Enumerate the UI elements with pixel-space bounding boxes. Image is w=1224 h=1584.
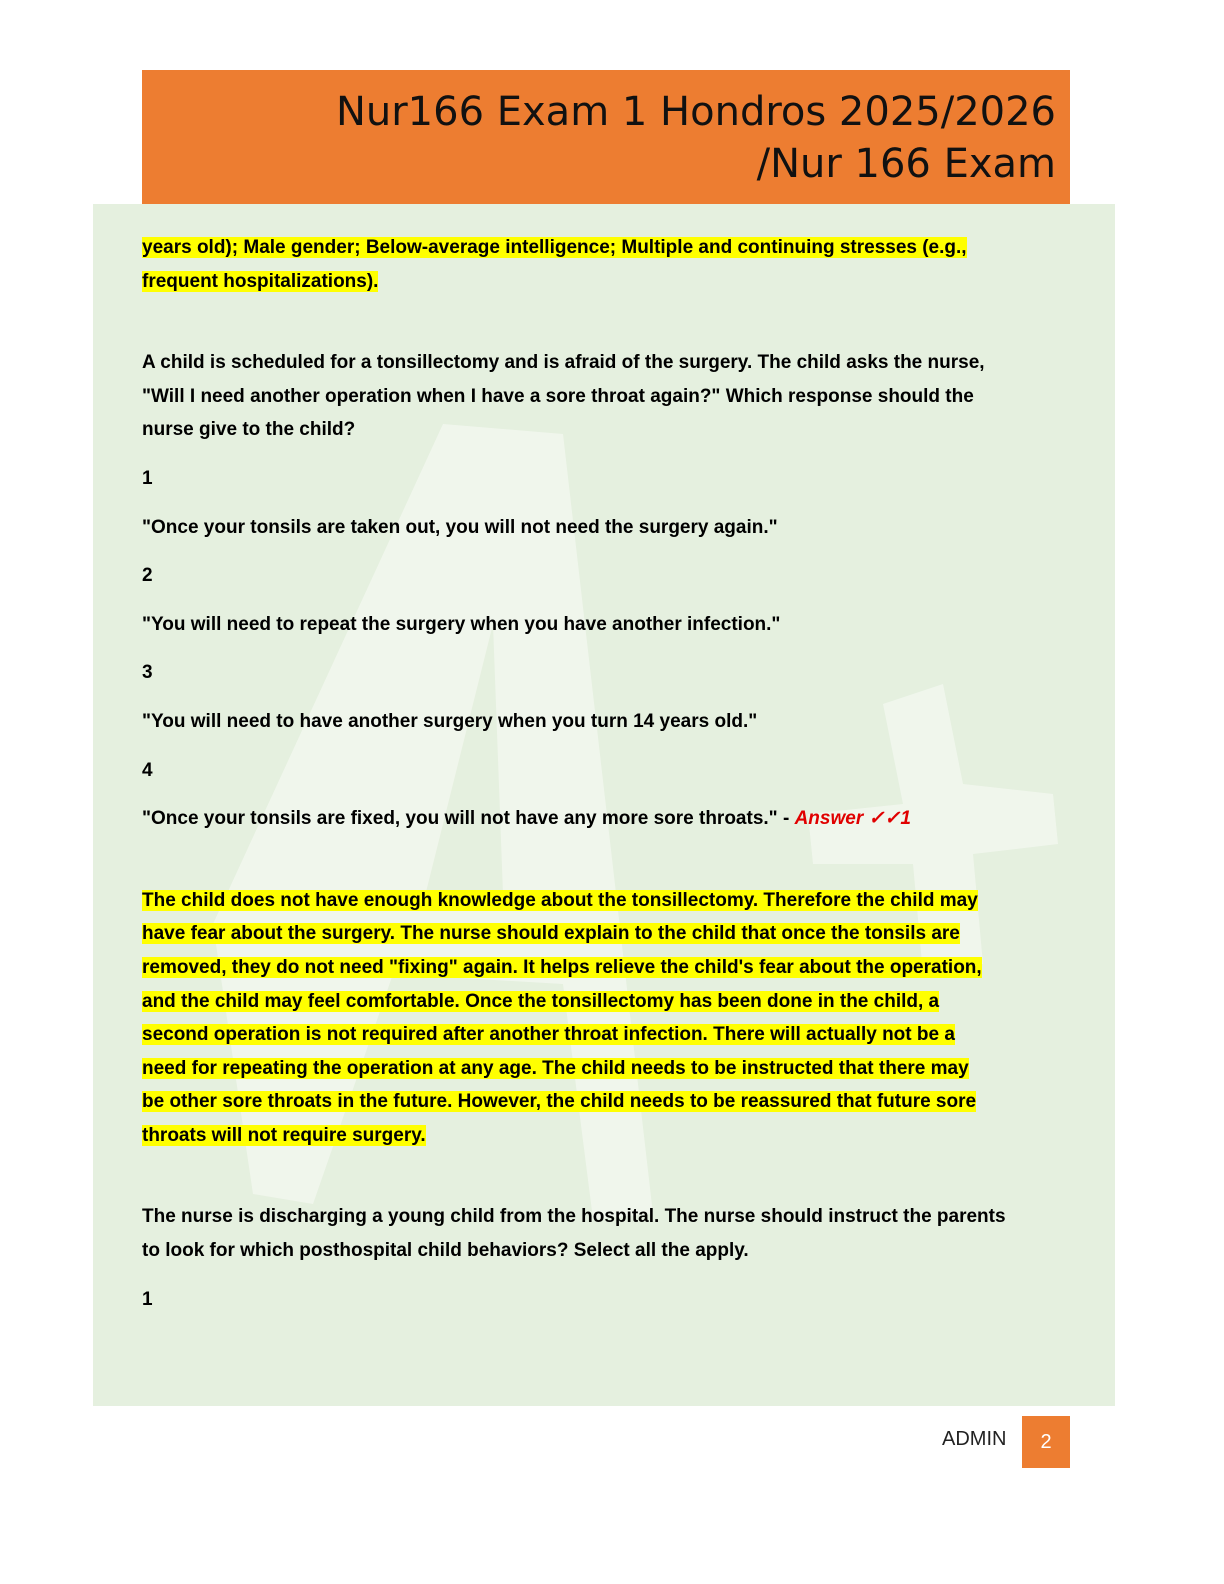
question-stem-line: A child is scheduled for a tonsillectomy and is afraid of the surgery. The child asks the nurse, <box>142 352 985 374</box>
question-stem-line: "Will I need another operation when I have a sore throat again?" Which response should the <box>142 385 974 407</box>
intro-text-line: years old); Male gender; Below-average intelligence; Multiple and continuing stresses (e.g., <box>142 237 967 258</box>
option-number: 3 <box>142 662 153 684</box>
rationale-line: have fear about the surgery. The nurse should explain to the child that once the tonsils are <box>142 923 960 945</box>
option-number: 4 <box>142 759 153 781</box>
rationale-line: throats will not require surgery. <box>142 1124 426 1146</box>
header-bar <box>142 70 1070 204</box>
rationale-line: need for repeating the operation at any age. The child needs to be instructed that there may <box>142 1057 969 1079</box>
intro-text-line: frequent hospitalizations). <box>142 270 379 292</box>
answer-label: Answer ✓✓1 <box>794 808 911 830</box>
question-stem-line: to look for which posthospital child behaviors? Select all the apply. <box>142 1240 749 1262</box>
page-number-badge: 2 <box>1022 1416 1070 1468</box>
document-title-line-2: /Nur 166 Exam <box>756 141 1056 187</box>
option-with-answer <box>142 802 1072 836</box>
option-number: 2 <box>142 565 153 587</box>
rationale-line: and the child may feel comfortable. Once the tonsillectomy has been done in the child, a <box>142 990 940 1012</box>
rationale-line: second operation is not required after another throat infection. There will actually not be a <box>142 1024 955 1046</box>
rationale-line: The child does not have enough knowledge about the tonsillectomy. Therefore the child may <box>142 889 978 911</box>
option-text: "Once your tonsils are fixed, you will not have any more sore throats." - <box>142 808 795 830</box>
option-text: "You will need to repeat the surgery when you have another infection." <box>142 613 781 635</box>
option-text: "Once your tonsils are taken out, you will not need the surgery again." <box>142 516 778 538</box>
option-number: 1 <box>142 467 153 489</box>
question-stem-line: The nurse is discharging a young child from the hospital. The nurse should instruct the parents <box>142 1206 1006 1228</box>
question-stem-line: nurse give to the child? <box>142 419 356 441</box>
document-title-line-1: Nur166 Exam 1 Hondros 2025/2026 <box>335 89 1056 135</box>
footer-label: ADMIN <box>942 1428 1007 1450</box>
rationale-line: be other sore throats in the future. However, the child needs to be reassured that future sore <box>142 1091 977 1113</box>
rationale-line: removed, they do not need "fixing" again. It helps relieve the child's fear about the operation, <box>142 956 982 978</box>
document-content <box>142 231 1072 1316</box>
option-text: "You will need to have another surgery when you turn 14 years old." <box>142 710 758 732</box>
option-number: 1 <box>142 1288 153 1310</box>
